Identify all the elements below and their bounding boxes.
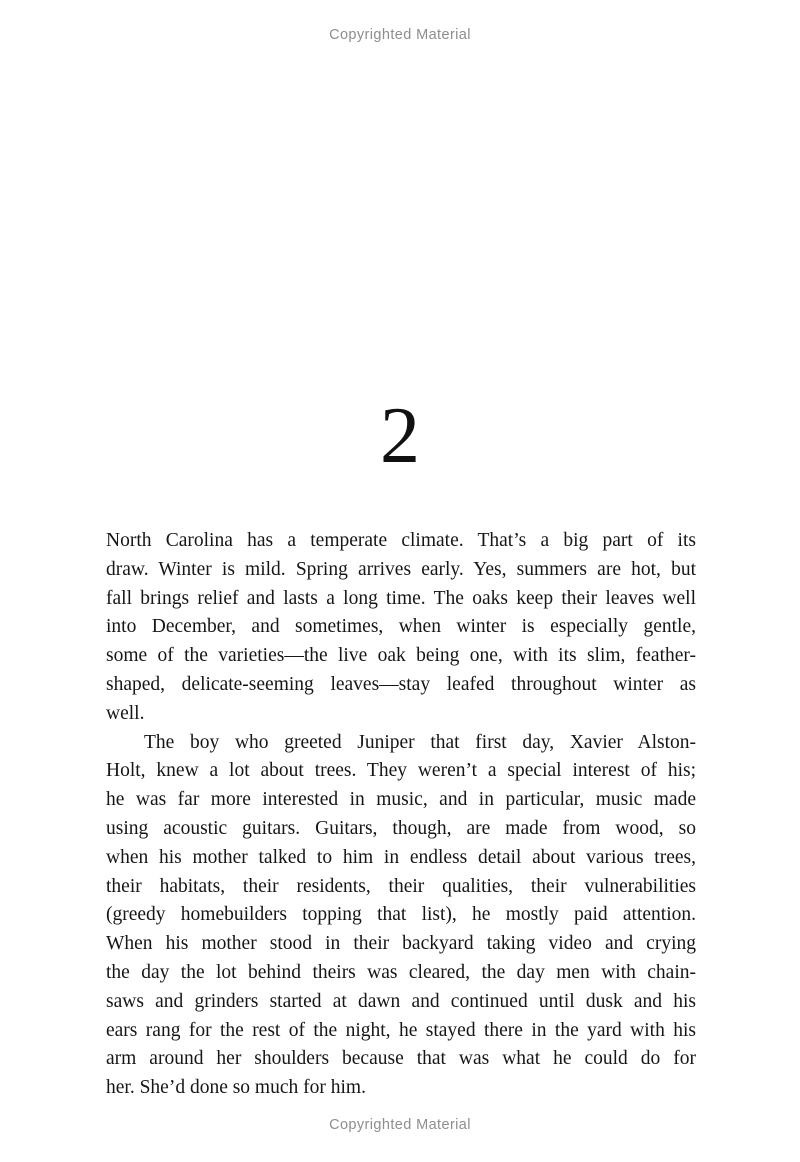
chapter-number: 2 — [380, 392, 420, 480]
text-line: saws and grinders started at dawn and continued until dusk and his — [106, 990, 696, 1012]
paragraph — [106, 729, 696, 1103]
body-text — [106, 527, 696, 1103]
text-line: ears rang for the rest of the night, he stayed there in the yard with his — [106, 1019, 696, 1041]
text-line: North Carolina has a temperate climate. That’s a big part of its — [106, 530, 696, 551]
copyright-notice-bottom: Copyrighted Material — [329, 1117, 471, 1133]
text-line: arm around her shoulders because that was what he could do for — [106, 1048, 696, 1070]
text-line: fall brings relief and lasts a long time. The oaks keep their leaves well — [106, 587, 696, 609]
text-line: (greedy homebuilders topping that list), he mostly paid attention. — [106, 904, 696, 926]
text-line: when his mother talked to him in endless detail about various trees, — [106, 846, 696, 868]
text-line: Holt, knew a lot about trees. They weren’t a special interest of his; — [106, 760, 696, 782]
text-line: the day the lot behind theirs was cleared, the day men with chain- — [106, 961, 696, 983]
copyright-notice-top: Copyrighted Material — [329, 27, 471, 43]
text-line: her. She’d done so much for him. — [106, 1077, 366, 1099]
paragraph — [106, 527, 696, 729]
text-line: their habitats, their residents, their qualities, their vulnerabilities — [106, 875, 696, 897]
text-line: When his mother stood in their backyard taking video and crying — [106, 933, 696, 955]
text-line: well. — [106, 702, 145, 724]
text-line: he was far more interested in music, and in particular, music made — [106, 789, 696, 811]
text-line: draw. Winter is mild. Spring arrives early. Yes, summers are hot, but — [106, 558, 696, 580]
text-line: some of the varieties—the live oak being one, with its slim, feather- — [106, 645, 696, 667]
text-line: The boy who greeted Juniper that first day, Xavier Alston- — [144, 731, 696, 753]
text-line: shaped, delicate-seeming leaves—stay leafed throughout winter as — [106, 673, 696, 695]
text-line: into December, and sometimes, when winter is especially gentle, — [106, 616, 696, 638]
text-line: using acoustic guitars. Guitars, though, are made from wood, so — [106, 817, 696, 839]
